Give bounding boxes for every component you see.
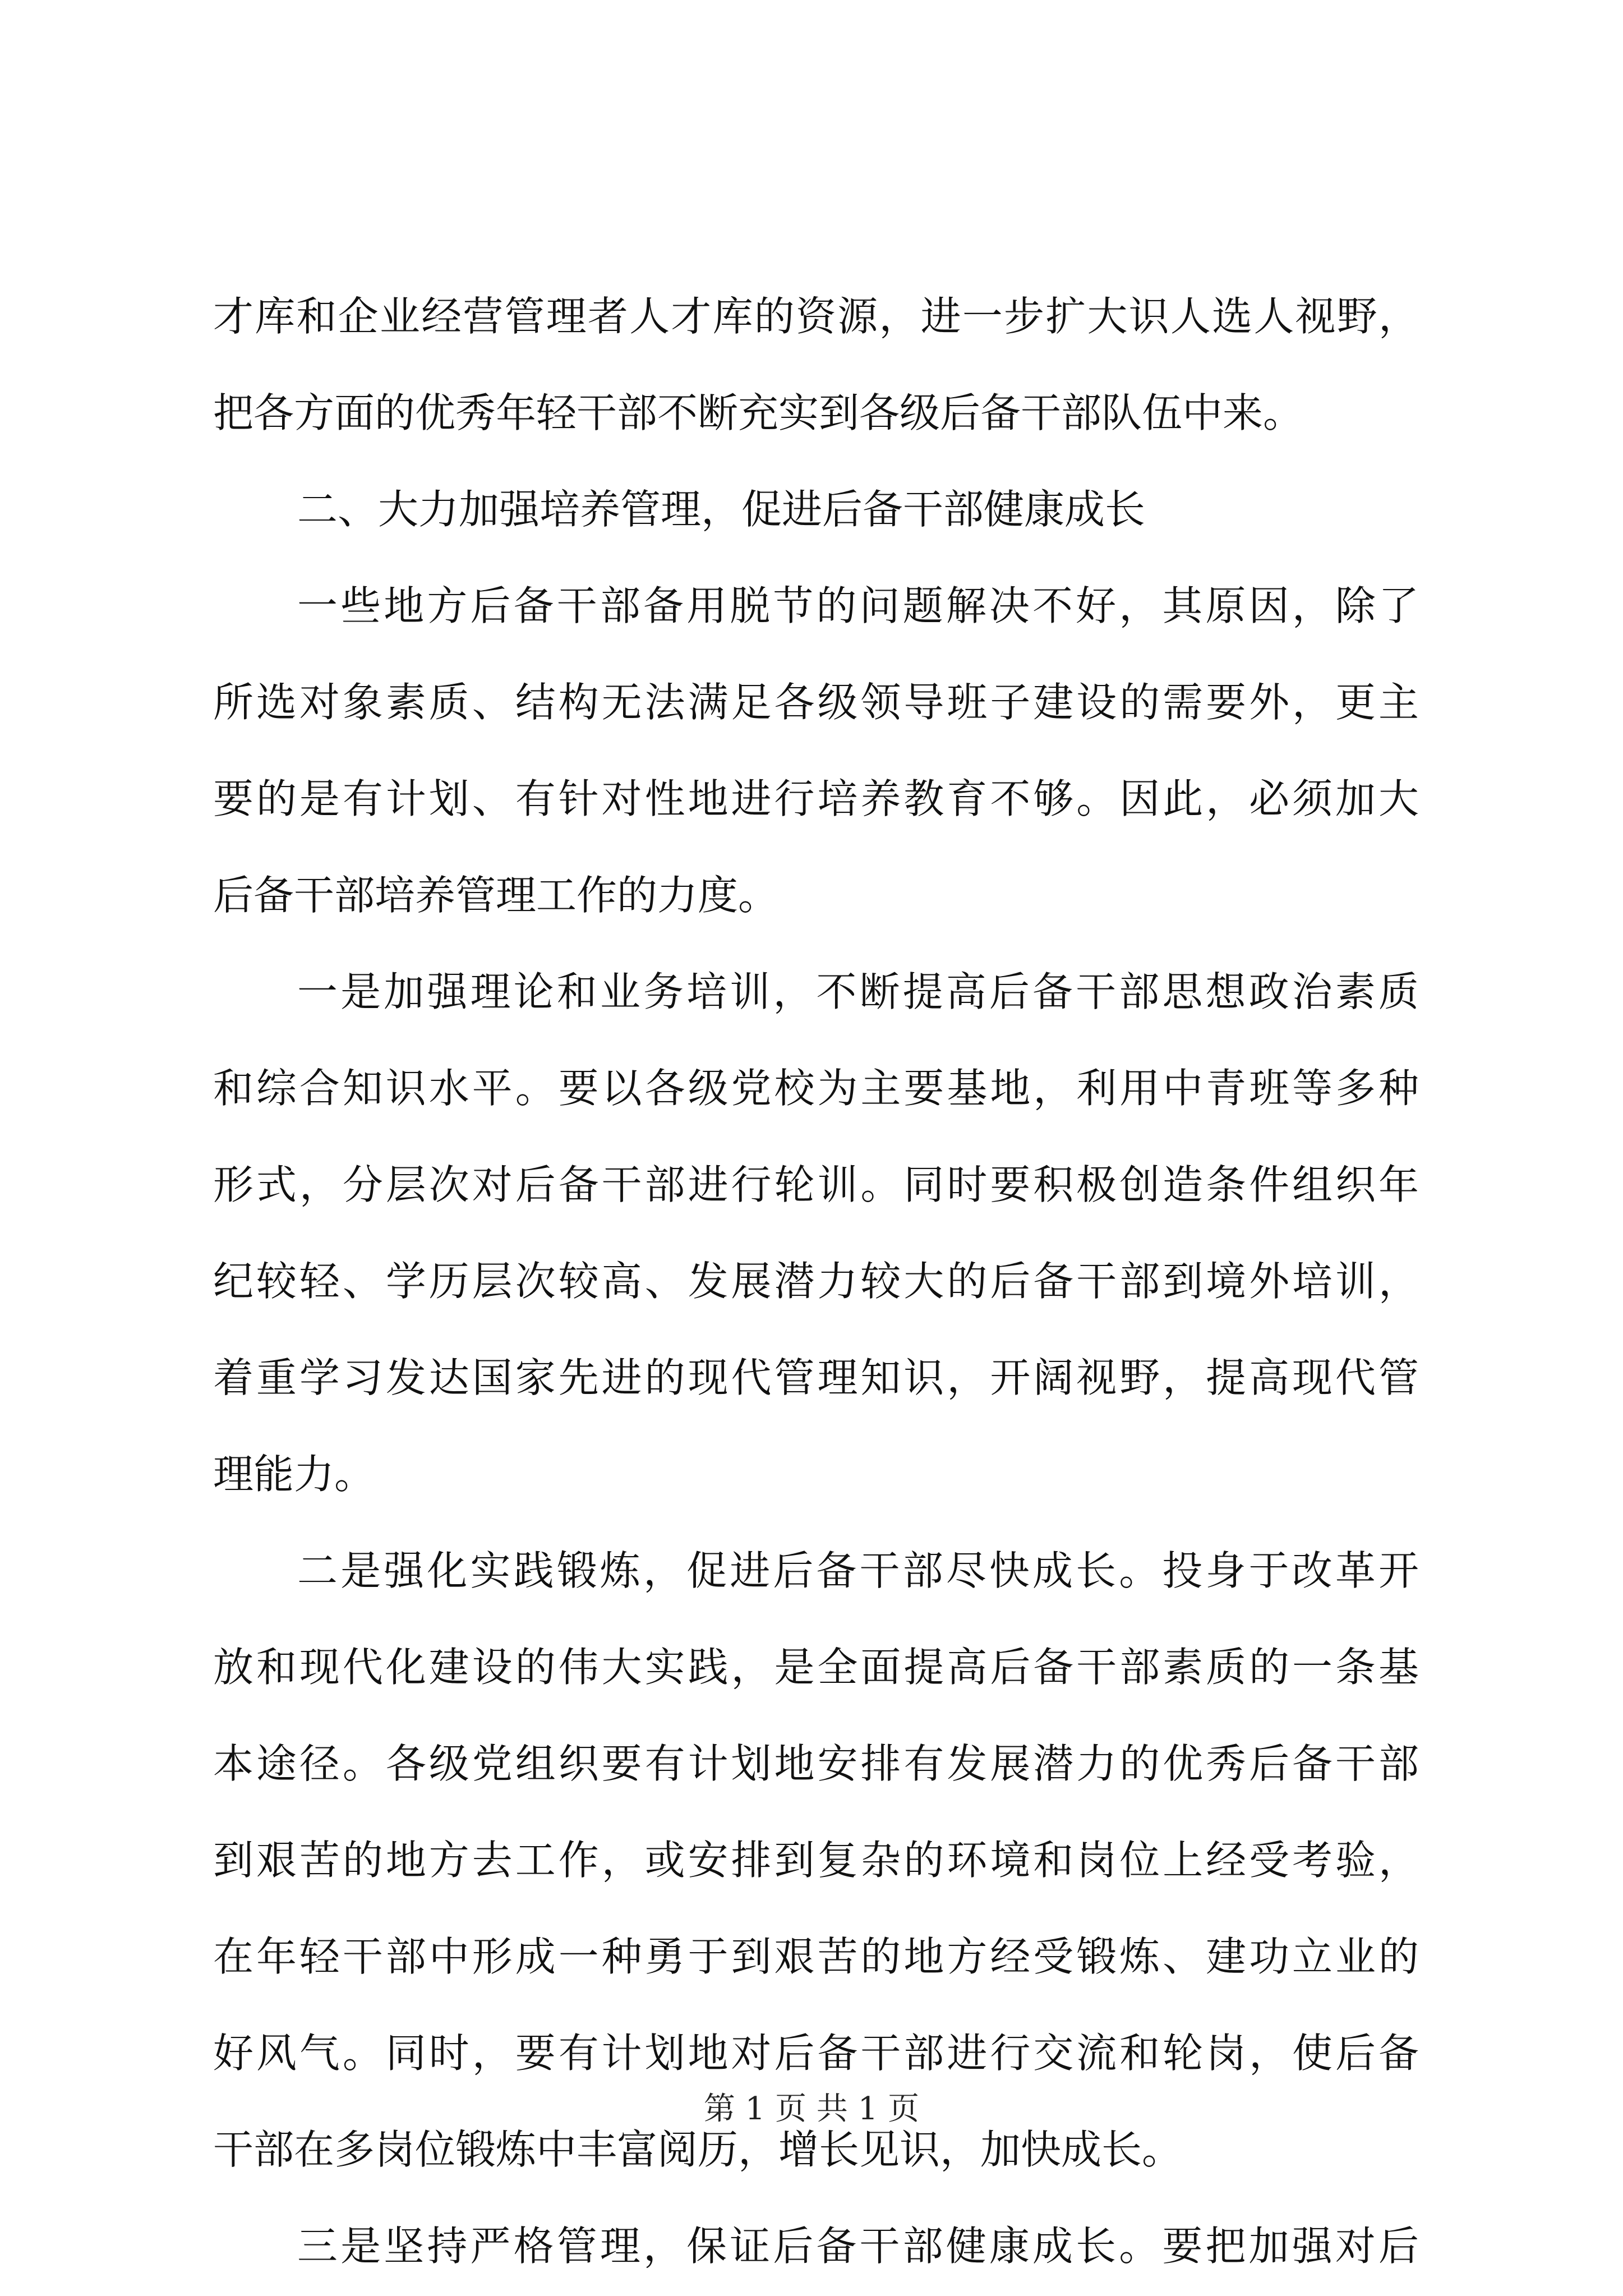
text-line: 到艰苦的地方去工作，或安排到复杂的环境和岗位上经受考验， — [213, 1837, 1419, 1884]
text-line: 一些地方后备干部备用脱节的问题解决不好，其原因，除了 — [297, 582, 1419, 629]
text-line: 一是加强理论和业务培训，不断提高后备干部思想政治素质 — [297, 968, 1419, 1015]
page-footer: 第 1 页 共 1 页 — [703, 2091, 920, 2127]
text-line: 二是强化实践锻炼，促进后备干部尽快成长。投身于改革开 — [297, 1547, 1419, 1594]
text-line: 和综合知识水平。要以各级党校为主要基地，利用中青班等多种 — [213, 1065, 1419, 1112]
text-line: 放和现代化建设的伟大实践，是全面提高后备干部素质的一条基 — [213, 1644, 1419, 1691]
text-line: 形式，分层次对后备干部进行轮训。同时要积极创造条件组织年 — [213, 1161, 1419, 1208]
text-line: 所选对象素质、结构无法满足各级领导班子建设的需要外，更主 — [213, 679, 1419, 726]
text-line: 把各方面的优秀年轻干部不断充实到各级后备干部队伍中来。 — [213, 389, 1304, 436]
text-line: 三是坚持严格管理，保证后备干部健康成长。要把加强对后 — [297, 2223, 1419, 2270]
text-line: 要的是有计划、有针对性地进行培养教育不够。因此，必须加大 — [213, 775, 1419, 822]
text-line: 干部在多岗位锻炼中丰富阅历，增长见识，加快成长。 — [213, 2126, 1183, 2173]
text-line: 本途径。各级党组织要有计划地安排有发展潜力的优秀后备干部 — [213, 1740, 1419, 1787]
text-line: 纪较轻、学历层次较高、发展潜力较大的后备干部到境外培训， — [213, 1258, 1419, 1305]
section-heading: 二、大力加强培养管理，促进后备干部健康成长 — [297, 486, 1146, 533]
text-line: 后备干部培养管理工作的力度。 — [213, 872, 779, 919]
text-line: 在年轻干部中形成一种勇于到艰苦的地方经受锻炼、建功立业的 — [213, 1933, 1419, 1980]
text-line: 着重学习发达国家先进的现代管理知识，开阔视野，提高现代管 — [213, 1354, 1419, 1401]
text-line: 理能力。 — [213, 1451, 375, 1498]
document-body — [213, 268, 1419, 2294]
text-line: 好风气。同时，要有计划地对后备干部进行交流和轮岗，使后备 — [213, 2030, 1419, 2077]
text-line: 才库和企业经营管理者人才库的资源，进一步扩大识人选人视野， — [213, 293, 1419, 340]
